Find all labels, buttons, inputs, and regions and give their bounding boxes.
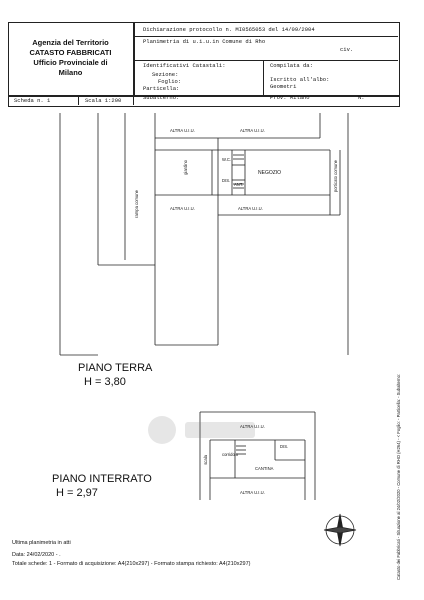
scheda-number: Scheda n. 1 — [14, 97, 51, 104]
label-corridoio: corridoio — [222, 452, 239, 457]
subalterno-label: Subalterno: — [143, 94, 180, 101]
side-situation-note: Catasto dei Fabbricati - Situazione al 24/02/2020 - Comune di RHO (H264) - < Foglio: - Particella: - Subalterno: — [396, 373, 401, 580]
label-portico: porticato comune — [333, 160, 338, 193]
catasto-title: CATASTO FABBRICATI — [29, 48, 112, 57]
label-ant: ANT. — [234, 182, 244, 187]
label-dis-2: DIS. — [280, 444, 289, 449]
label-scala: scala — [203, 455, 208, 465]
label-giardino: giardino — [183, 160, 188, 175]
n-label: N. — [358, 94, 365, 101]
label-altra-uiu-1: ALTRA U.I.U. — [170, 128, 195, 133]
scala-value: Scala 1:200 — [85, 97, 122, 104]
footer-date: Data: 24/02/2020 - . — [12, 552, 61, 558]
label-wc: W.C. — [222, 157, 232, 162]
piano-terra-height: H = 3,80 — [84, 376, 126, 388]
piano-interrato-title: PIANO INTERRATO — [52, 473, 152, 485]
compass-rose-icon — [326, 516, 354, 544]
label-altra-uiu-6: ALTRA U.I.U. — [240, 490, 265, 495]
label-altra-uiu-5: ALTRA U.I.U. — [240, 424, 265, 429]
label-altra-uiu-4: ALTRA U.I.U. — [238, 206, 263, 211]
ufficio-label: Ufficio Provinciale di — [33, 58, 108, 67]
label-cantina: CANTINA — [255, 466, 274, 471]
compilata-label: Compilata da: — [270, 62, 313, 69]
iscritto-label: Iscritto all'albo: — [270, 76, 330, 83]
particella-label: Particella: — [143, 85, 180, 92]
planimetry-text: Planimetria di u.i.u.in Comune di Rho — [143, 38, 266, 45]
agency-name: Agenzia del Territorio — [32, 38, 109, 47]
foglio-label: Foglio: — [158, 78, 182, 85]
geometri-label: Geometri — [270, 83, 297, 90]
piano-interrato-height: H = 2,97 — [56, 487, 98, 499]
label-dis: DIS. — [222, 178, 231, 183]
province-name: Milano — [58, 68, 83, 77]
ident-title: Identificativi Catastali: — [143, 62, 226, 69]
label-altra-uiu-2: ALTRA U.I.U. — [240, 128, 265, 133]
footer-totals: Totale schede: 1 - Formato di acquisizione: A4(210x297) - Formato stampa richiesto: A4(210x297) — [12, 561, 251, 567]
label-altra-uiu-3: ALTRA U.I.U. — [170, 206, 195, 211]
declaration-text: Dichiarazione protocollo n. MI0565053 del 14/09/2004 — [143, 26, 315, 33]
label-negozio: NEGOZIO — [258, 170, 282, 176]
label-rampa: rampa comune — [134, 190, 139, 218]
footer-last-plan: Ultima planimetria in atti — [12, 540, 71, 546]
piano-terra-title: PIANO TERRA — [78, 362, 153, 374]
prov-label: Prov. Milano — [270, 94, 310, 101]
civ-label: civ. — [340, 46, 354, 53]
sezione-label: Sezione: — [152, 71, 179, 78]
